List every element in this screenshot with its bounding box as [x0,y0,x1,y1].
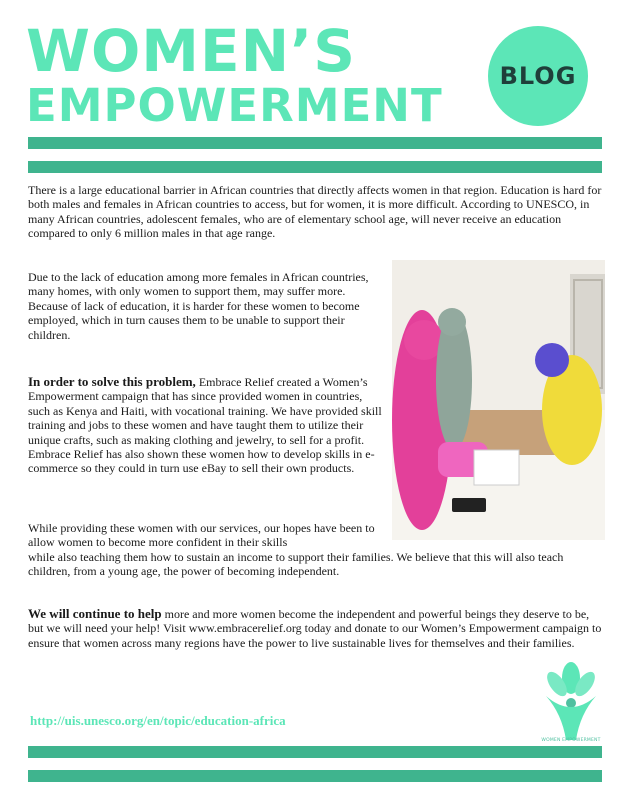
photo-phone [452,498,486,512]
top-band-2 [28,161,602,173]
hopes-paragraph-top: While providing these women with our services, our hopes have been to allow women to become more confident in their skills [28,521,375,550]
photo-papers [474,450,519,485]
logo-figure-head [566,698,576,708]
blog-badge [488,26,588,126]
blog-badge-label: BLOG [499,62,577,90]
source-link[interactable]: http://uis.unesco.org/en/topic/education-africa [30,713,286,728]
solution-paragraph [28,375,383,476]
solution-text: Embrace Relief created a Women’s Empowerment campaign that has since provided women in countries, such as Kenya and Haiti, with vocational training. We have provided skill training and jobs to these women and have taught them to utilize their unique crafts, such as making clothing and jewelry, to sell for a profit. Embrace Relief has also shown these women how to develop skills in e-commerce so they could in turn use eBay to sell their own products. [28,375,382,476]
bottom-band-1 [28,746,602,758]
photo-woman-grey-head [438,308,466,336]
women-training-photo [392,260,605,540]
logo-caption: WOMEN EMPOWERMENT [541,738,601,743]
call-to-action-paragraph [28,607,604,650]
intro-paragraph: There is a large educational barrier in African countries that directly affects women in that region. Education is hard for both males and females in African countries to access, but for women, it is more difficult. According to UNESCO, in many African countries, adolescent females, who are of elementary school age, will never receive an education compared to only 6 million males in that age range. [28,183,602,241]
hopes-paragraph-bottom: while also teaching them how to sustain an income to support their families. We believe that this will also teach children, from a young age, the power of becoming independent. [28,550,564,579]
top-band-1 [28,137,602,149]
call-to-action-text: more and more women become the independent and powerful beings they deserve to be, but we will need your help! Visit www.embracerelief.org today and donate to our Women’s Empowerment campaign to ensure that women across many regions have the power to live sustainable lives for themselves and their families. [28,607,602,650]
bottom-band-2 [28,770,602,782]
page-title-line1: WOMEN’S [26,17,356,85]
photo-woman-yellow-head [535,343,569,377]
page-title-line2: EMPOWERMENT [26,79,443,132]
call-to-action-lead: We will continue to help [28,606,162,621]
education-paragraph: Due to the lack of education among more females in African countries, many homes, with only women to support them, may suffer more. Because of lack of education, it is harder for these women to become employed, which in turn causes them to be unable to support their children. [28,270,369,342]
solution-lead: In order to solve this problem, [28,374,196,389]
women-empowerment-logo [536,660,606,742]
